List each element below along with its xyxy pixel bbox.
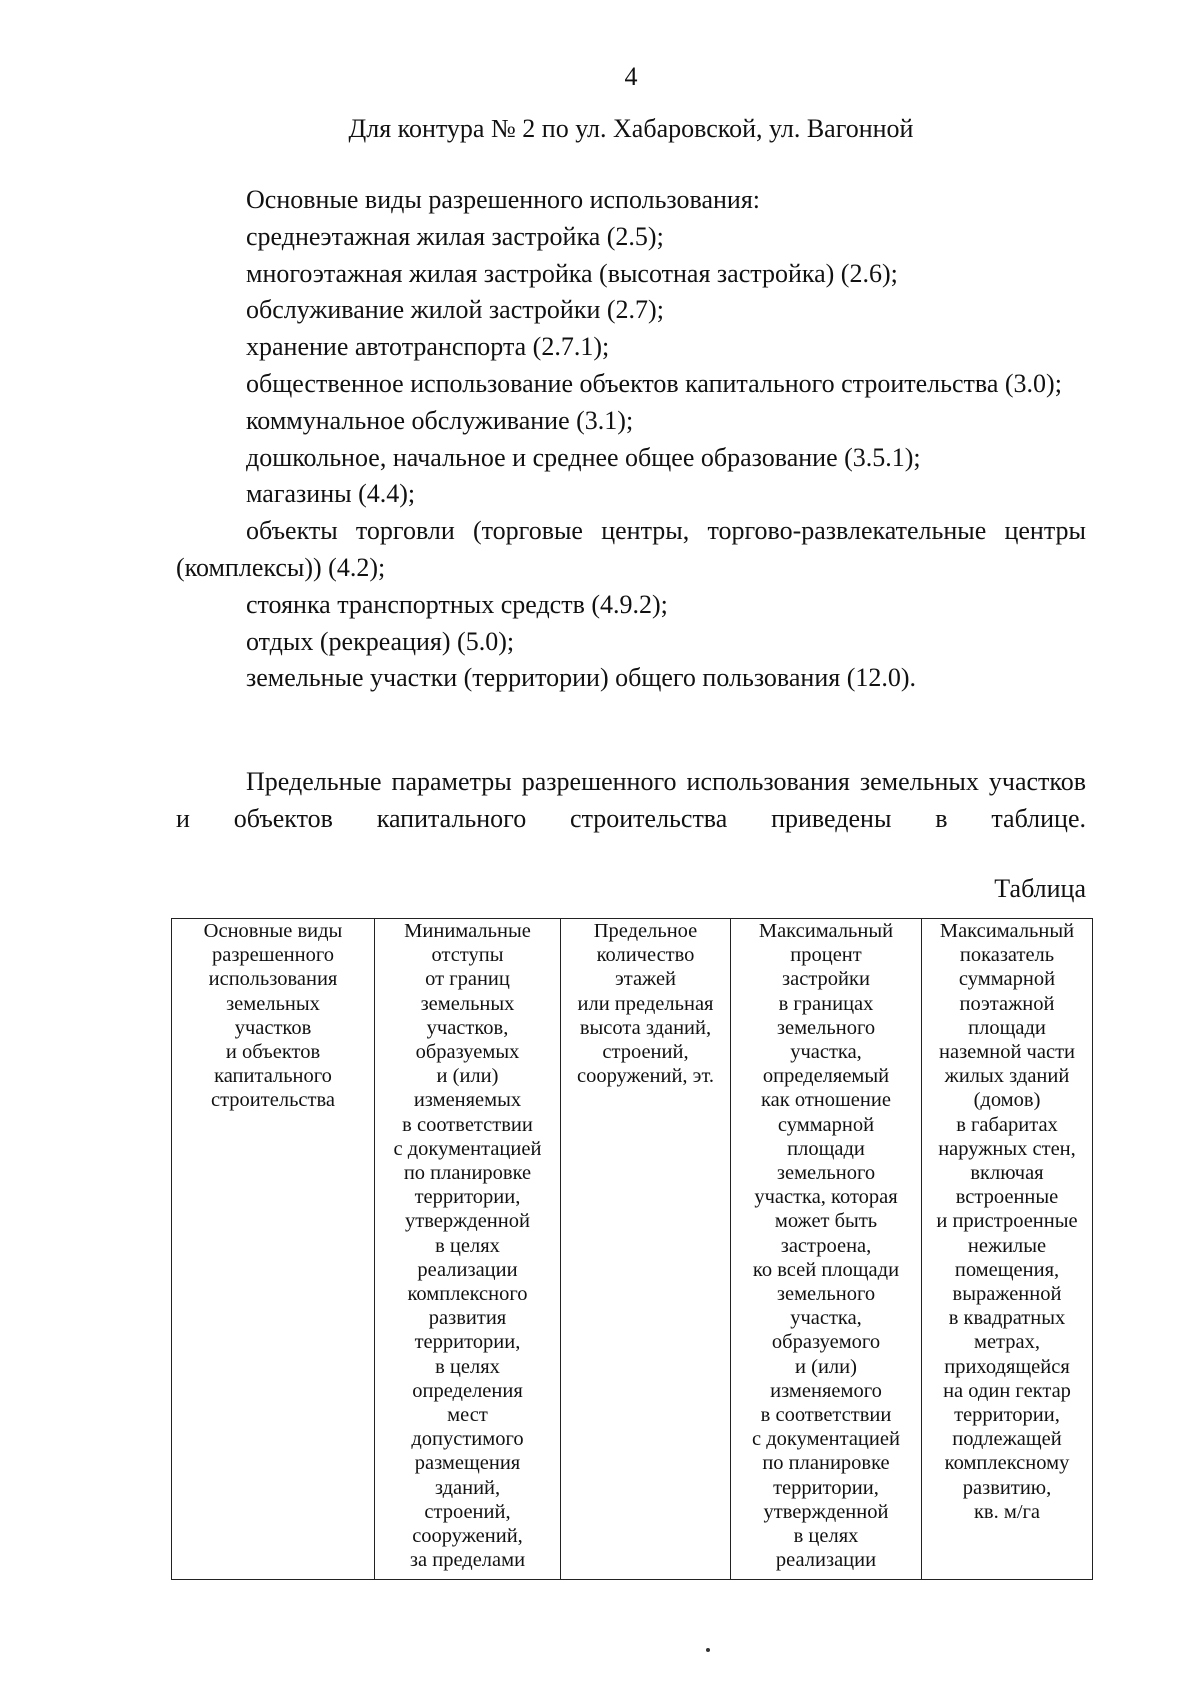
list-item: стоянка транспортных средств (4.9.2); [246, 589, 668, 619]
scan-speck [706, 1648, 710, 1652]
uses-title: Основные виды разрешенного использования: [246, 185, 761, 214]
list-item: обслуживание жилой застройки (2.7); [246, 295, 664, 325]
table-cell-setbacks: Минимальные отступы от границ земельных участков, образуемых и (или) изменяемых в соответствии с документацией по планировке территории, утвержденной в целях реализации комплексного развития территории, в целях определения мест допустимого размещения зданий, строений, сооружений, за пределами [375, 919, 561, 1580]
list-item: хранение автотранспорта (2.7.1); [246, 332, 610, 362]
intro-text: Предельные параметры разрешенного использования земельных участков и объектов капитального строительства приведены в таблице. [176, 767, 1086, 833]
list-item: земельные участки (территории) общего пользования (12.0). [246, 663, 917, 693]
list-item: коммунальное обслуживание (3.1); [246, 405, 634, 435]
parameters-table [171, 918, 1093, 1580]
page-heading: Для контура № 2 по ул. Хабаровской, ул. Вагонной [348, 114, 914, 143]
table-row [172, 919, 1093, 1580]
table-cell-uses: Основные виды разрешенного использования земельных участков и объектов капитального строительства [172, 919, 375, 1580]
list-item: отдых (рекреация) (5.0); [246, 626, 515, 656]
permitted-uses-list [176, 182, 1086, 697]
table-cell-coverage: Максимальный процент застройки в границах земельного участка, определяемый как отношение суммарной площади земельного участка, которая может быть застроена, ко всей площади земельного участка, образуемого и (или) изменяемого в соответствии с документацией по планировке территории, утвержденной в целях реализации [731, 919, 922, 1580]
list-item: среднеэтажная жилая застройка (2.5); [246, 221, 664, 251]
list-item: общественное использование объектов капитального строительства (3.0); [246, 368, 1062, 398]
table-cell-floor-area: Максимальный показатель суммарной поэтажной площади наземной части жилых зданий (домов) в габаритах наружных стен, включая встроенные и пристроенные нежилые помещения, выраженной в квадратных метрах, приходящейся на один гектар территории, подлежащей комплексному развитию, кв. м/га [922, 919, 1093, 1580]
intro-paragraph [176, 764, 1086, 838]
page-number: 4 [624, 62, 638, 91]
list-item: объекты торговли (торговые центры, торгово-развлекательные центры (комплексы)) (4.2); [176, 516, 1086, 582]
list-item: дошкольное, начальное и среднее общее образование (3.5.1); [246, 442, 921, 472]
table-caption: Таблица [994, 874, 1086, 903]
list-item: магазины (4.4); [246, 479, 416, 509]
list-item: многоэтажная жилая застройка (высотная застройка) (2.6); [246, 258, 898, 288]
table-cell-floors: Предельное количество этажей или предельная высота зданий, строений, сооружений, эт. [561, 919, 731, 1580]
